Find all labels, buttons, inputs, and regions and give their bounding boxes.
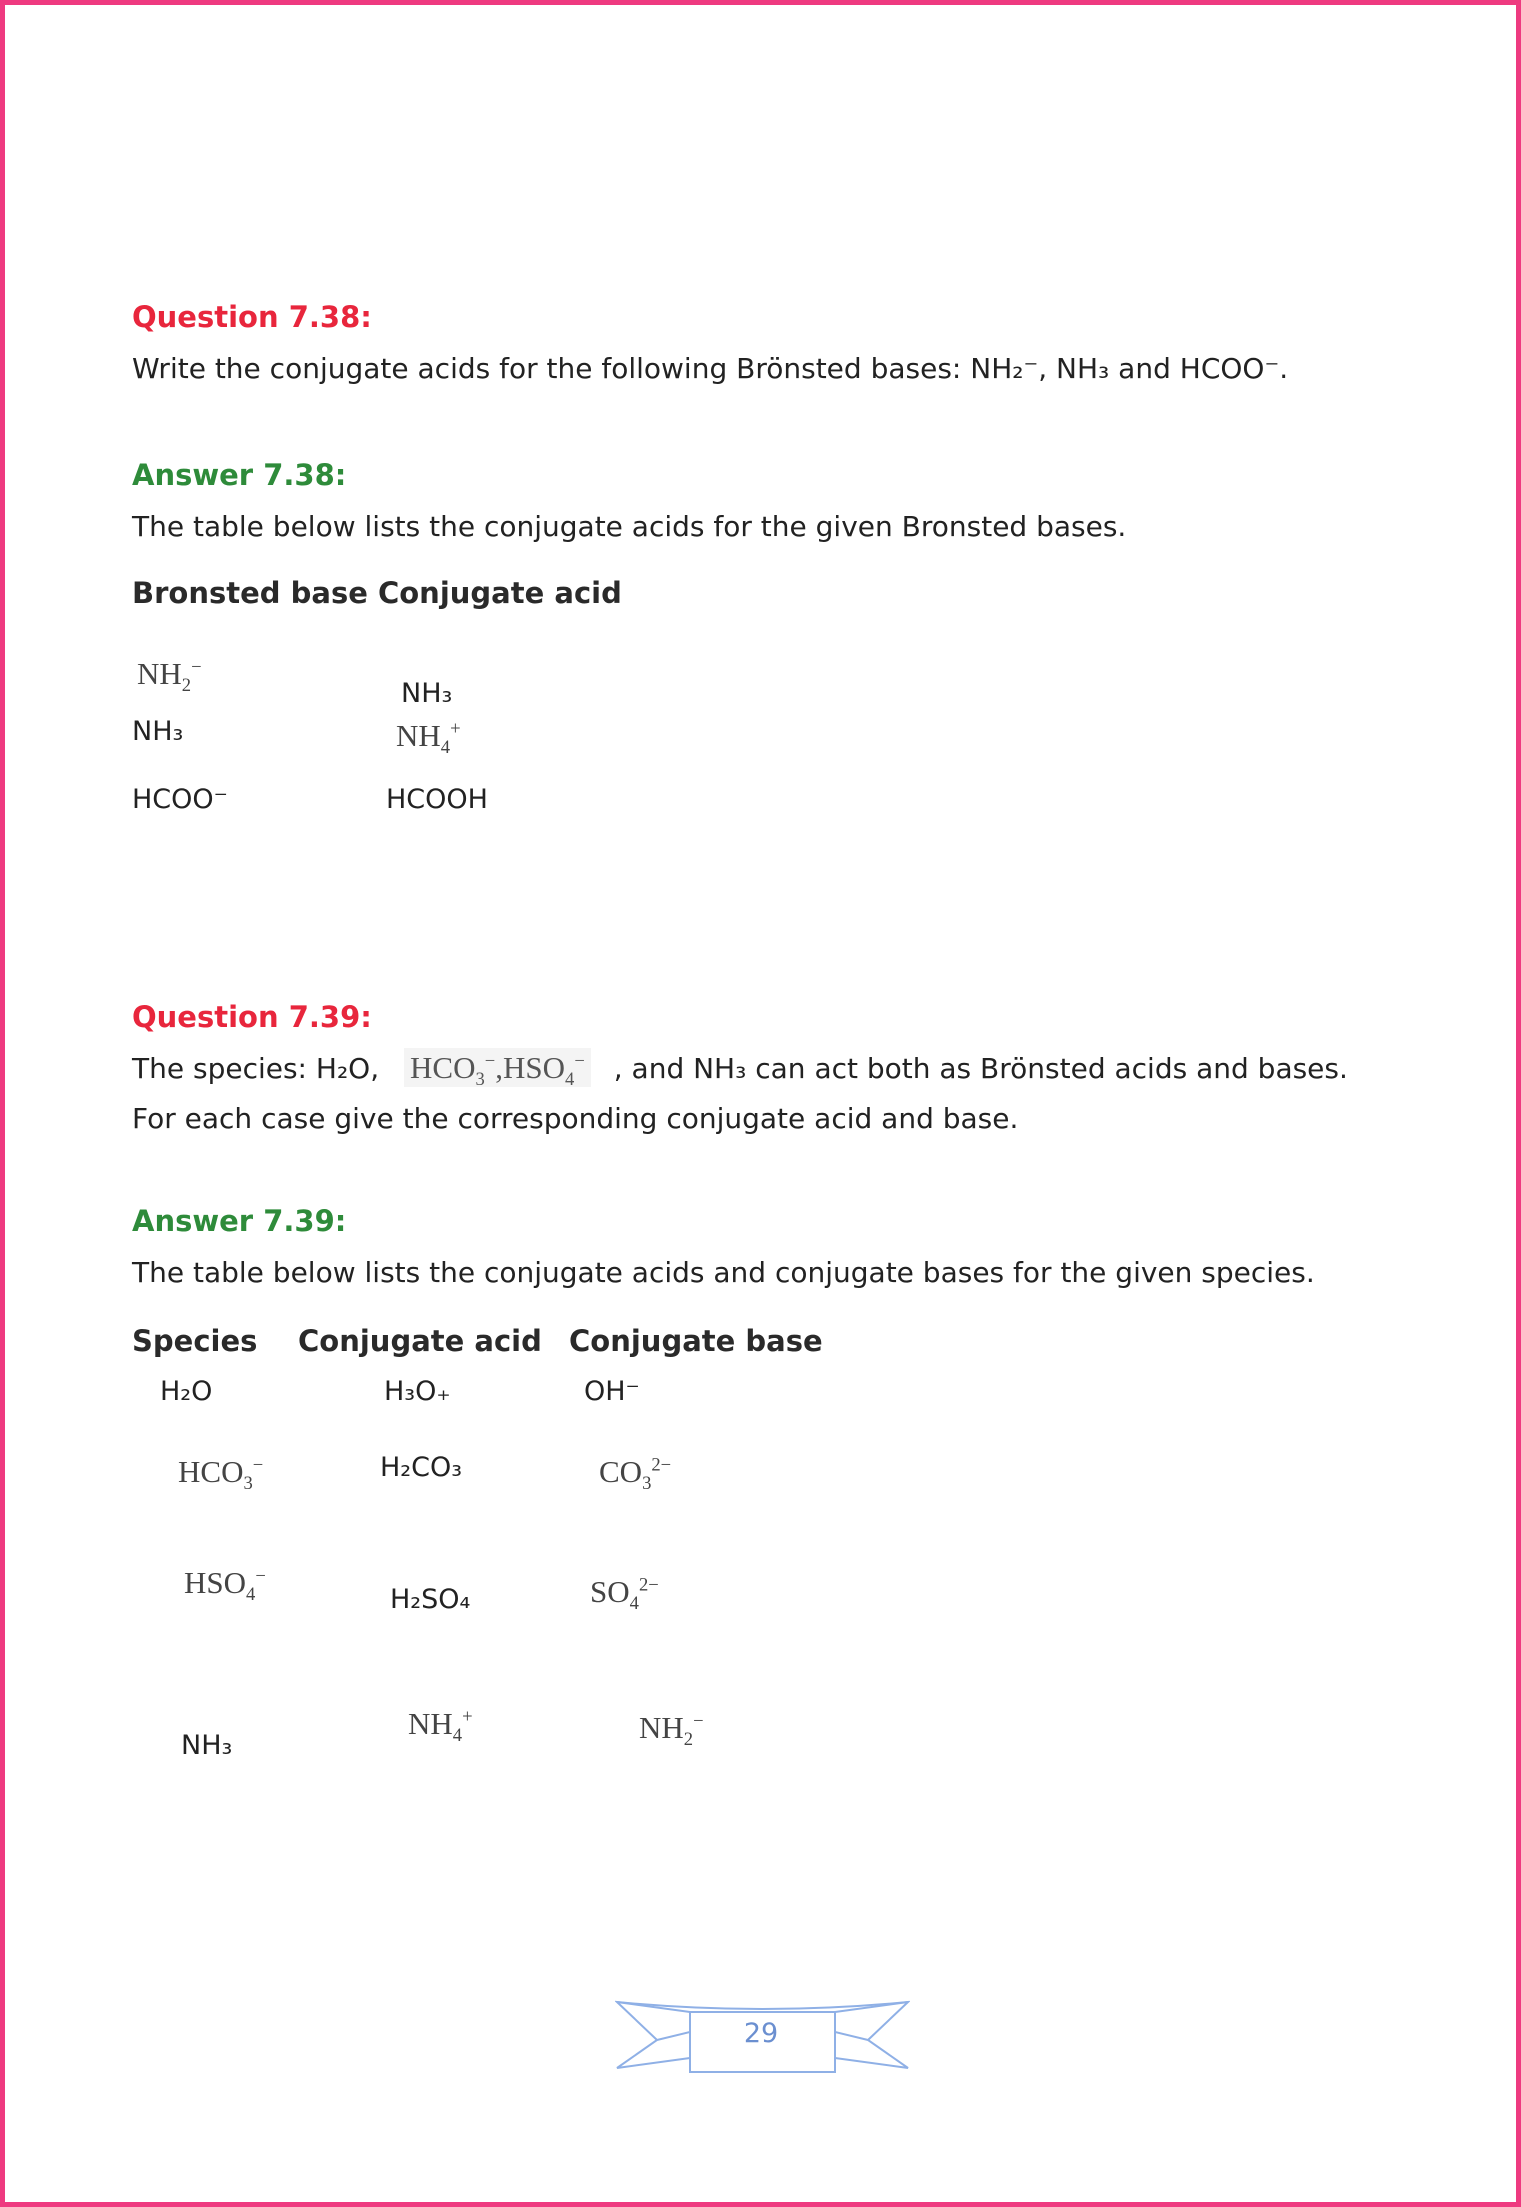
question-7-38-text: Write the conjugate acids for the following Brönsted bases: NH₂⁻, NH₃ and HCOO⁻. xyxy=(132,352,1289,385)
table-7-39-header-species: Species xyxy=(132,1324,258,1358)
table-7-38-row-1-base: $NH_2^-$ xyxy=(137,656,202,697)
table-7-39-row-2-base: $CO_3^{2-}$ xyxy=(599,1454,672,1495)
question-7-39-title: Question 7.39: xyxy=(132,1000,372,1034)
question-7-38-title: Question 7.38: xyxy=(132,300,372,334)
table-7-39-row-2-species: $HCO_3^-$ xyxy=(178,1454,264,1495)
page-number: 29 xyxy=(743,2018,779,2049)
answer-7-38-intro: The table below lists the conjugate acids for the given Bronsted bases. xyxy=(132,510,1127,543)
question-7-39-post: , and NH₃ can act both as Brönsted acids and bases. xyxy=(613,1052,1348,1085)
answer-7-38-title: Answer 7.38: xyxy=(132,458,347,492)
answer-7-39-intro: The table below lists the conjugate acids and conjugate bases for the given species. xyxy=(132,1256,1315,1289)
question-7-39-line-2: For each case give the corresponding conjugate acid and base. xyxy=(132,1102,1019,1135)
table-7-39-row-1-base: OH⁻ xyxy=(584,1376,640,1407)
table-7-39-header-acid: Conjugate acid xyxy=(298,1324,542,1358)
table-7-39-row-2-acid: H₂CO₃ xyxy=(380,1452,463,1483)
table-7-39-row-4-species: NH₃ xyxy=(181,1730,233,1761)
table-7-38-row-1-acid: NH₃ xyxy=(401,678,453,709)
table-7-38-row-2-base: NH₃ xyxy=(132,716,184,747)
table-7-39-header-base: Conjugate base xyxy=(569,1324,823,1358)
table-7-38-header: Bronsted base Conjugate acid xyxy=(132,576,622,610)
table-7-39-row-3-species: $HSO_4^-$ xyxy=(184,1565,266,1606)
table-7-39-row-4-base: $NH_2^-$ xyxy=(639,1710,704,1751)
table-7-38-row-2-acid: $NH_4^+$ xyxy=(396,718,461,759)
answer-7-39-title: Answer 7.39: xyxy=(132,1204,347,1238)
question-7-39-pre: The species: H₂O, xyxy=(132,1052,380,1085)
table-7-39-row-3-acid: H₂SO₄ xyxy=(390,1584,471,1615)
table-7-39-row-1-acid: H₃O₊ xyxy=(384,1376,451,1407)
table-7-39-row-1-species: H₂O xyxy=(160,1376,213,1407)
question-7-39-species-image: $HCO_3^-,HSO_4^-$ xyxy=(404,1048,591,1087)
table-7-39-row-4-acid: $NH_4^+$ xyxy=(408,1706,473,1747)
table-7-39-row-3-base: $SO_4^{2-}$ xyxy=(590,1574,659,1615)
table-7-38-row-3-acid: HCOOH xyxy=(386,784,488,815)
question-7-39-line-1 xyxy=(132,1050,1348,1091)
table-7-38-row-3-base: HCOO⁻ xyxy=(132,784,228,815)
